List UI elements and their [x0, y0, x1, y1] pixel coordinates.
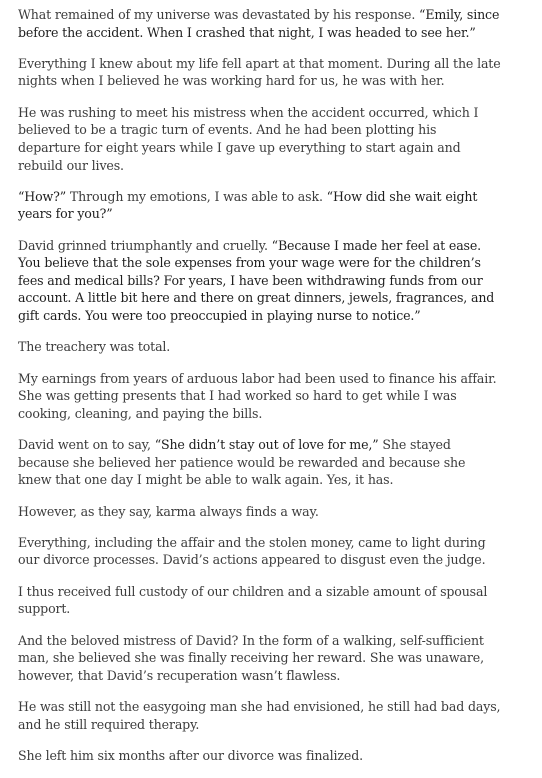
- paragraph-text: However, as they say, karma always finds a way.: [18, 503, 319, 519]
- paragraph: [18, 747, 502, 765]
- paragraph: [18, 583, 502, 618]
- quote-text: “How?”: [18, 188, 67, 204]
- paragraph: [18, 188, 502, 223]
- paragraph: [18, 55, 502, 90]
- paragraph: [18, 6, 502, 41]
- paragraph-text: David grinned triumphantly and cruelly.: [18, 237, 272, 253]
- paragraph-text: David went on to say,: [18, 437, 155, 453]
- quote-text: “Emily, since before the accident. When I crashed that night, I was headed to see her.”: [18, 7, 500, 40]
- quote-text: “She didn’t stay out of love for me,”: [154, 437, 379, 453]
- paragraph-text: He was still not the easygoing man she had envisioned, he still had bad days, and he still required therapy.: [18, 699, 501, 732]
- paragraph: [18, 698, 502, 733]
- article-body: [18, 6, 502, 778]
- paragraph-text: I thus received full custody of our children and a sizable amount of spousal support.: [18, 583, 488, 617]
- paragraph-text: Everything, including the affair and the stolen money, came to light during our divorce processes. David’s actions appeared to disgust even the judge.: [18, 534, 486, 568]
- paragraph-text: Everything I knew about my life fell apart at that moment. During all the late nights when I believed he was working hard for us, he was with her.: [18, 55, 501, 89]
- paragraph: [18, 370, 502, 423]
- paragraph-text: Through my emotions, I was able to ask.: [66, 188, 327, 204]
- quote-text: “How did she wait eight years for you?”: [18, 188, 478, 222]
- quote-text: “Because I made her feel at ease. You believe that the sole expenses from your wage were for the children’s fees and medical bills? For years, I have been withdrawing funds from our account. A little bit here and there on great dinners, jewels, fragrances, and gift cards. You were too preoccupied in playing nurse to notice.”: [18, 237, 495, 324]
- paragraph: [18, 632, 502, 685]
- paragraph: [18, 534, 502, 569]
- paragraph-text: The treachery was total.: [18, 339, 171, 355]
- paragraph: [18, 104, 502, 174]
- paragraph: [18, 436, 502, 489]
- paragraph: [18, 237, 502, 325]
- paragraph: [18, 338, 502, 356]
- paragraph: [18, 503, 502, 521]
- paragraph-text: My earnings from years of arduous labor had been used to finance his affair. She was getting presents that I had worked so hard to get while I was cooking, cleaning, and paying the bills.: [18, 370, 497, 421]
- paragraph-text: What remained of my universe was devastated by his response.: [18, 7, 420, 22]
- paragraph-text: She stayed because she believed her patience would be rewarded and because she knew that one day I might be able to walk again. Yes, it has.: [18, 437, 466, 488]
- paragraph-text: And the beloved mistress of David? In the form of a walking, self-sufficient man, she believed she was finally receiving her reward. She was unaware, however, that David’s recuperation wasn’t flawless.: [18, 632, 484, 683]
- paragraph-text: She left him six months after our divorce was finalized.: [18, 747, 363, 763]
- paragraph-text: He was rushing to meet his mistress when the accident occurred, which I believed to be a tragic turn of events. And he had been plotting his departure for eight years while I gave up everything to start again and rebuild our lives.: [18, 104, 479, 173]
